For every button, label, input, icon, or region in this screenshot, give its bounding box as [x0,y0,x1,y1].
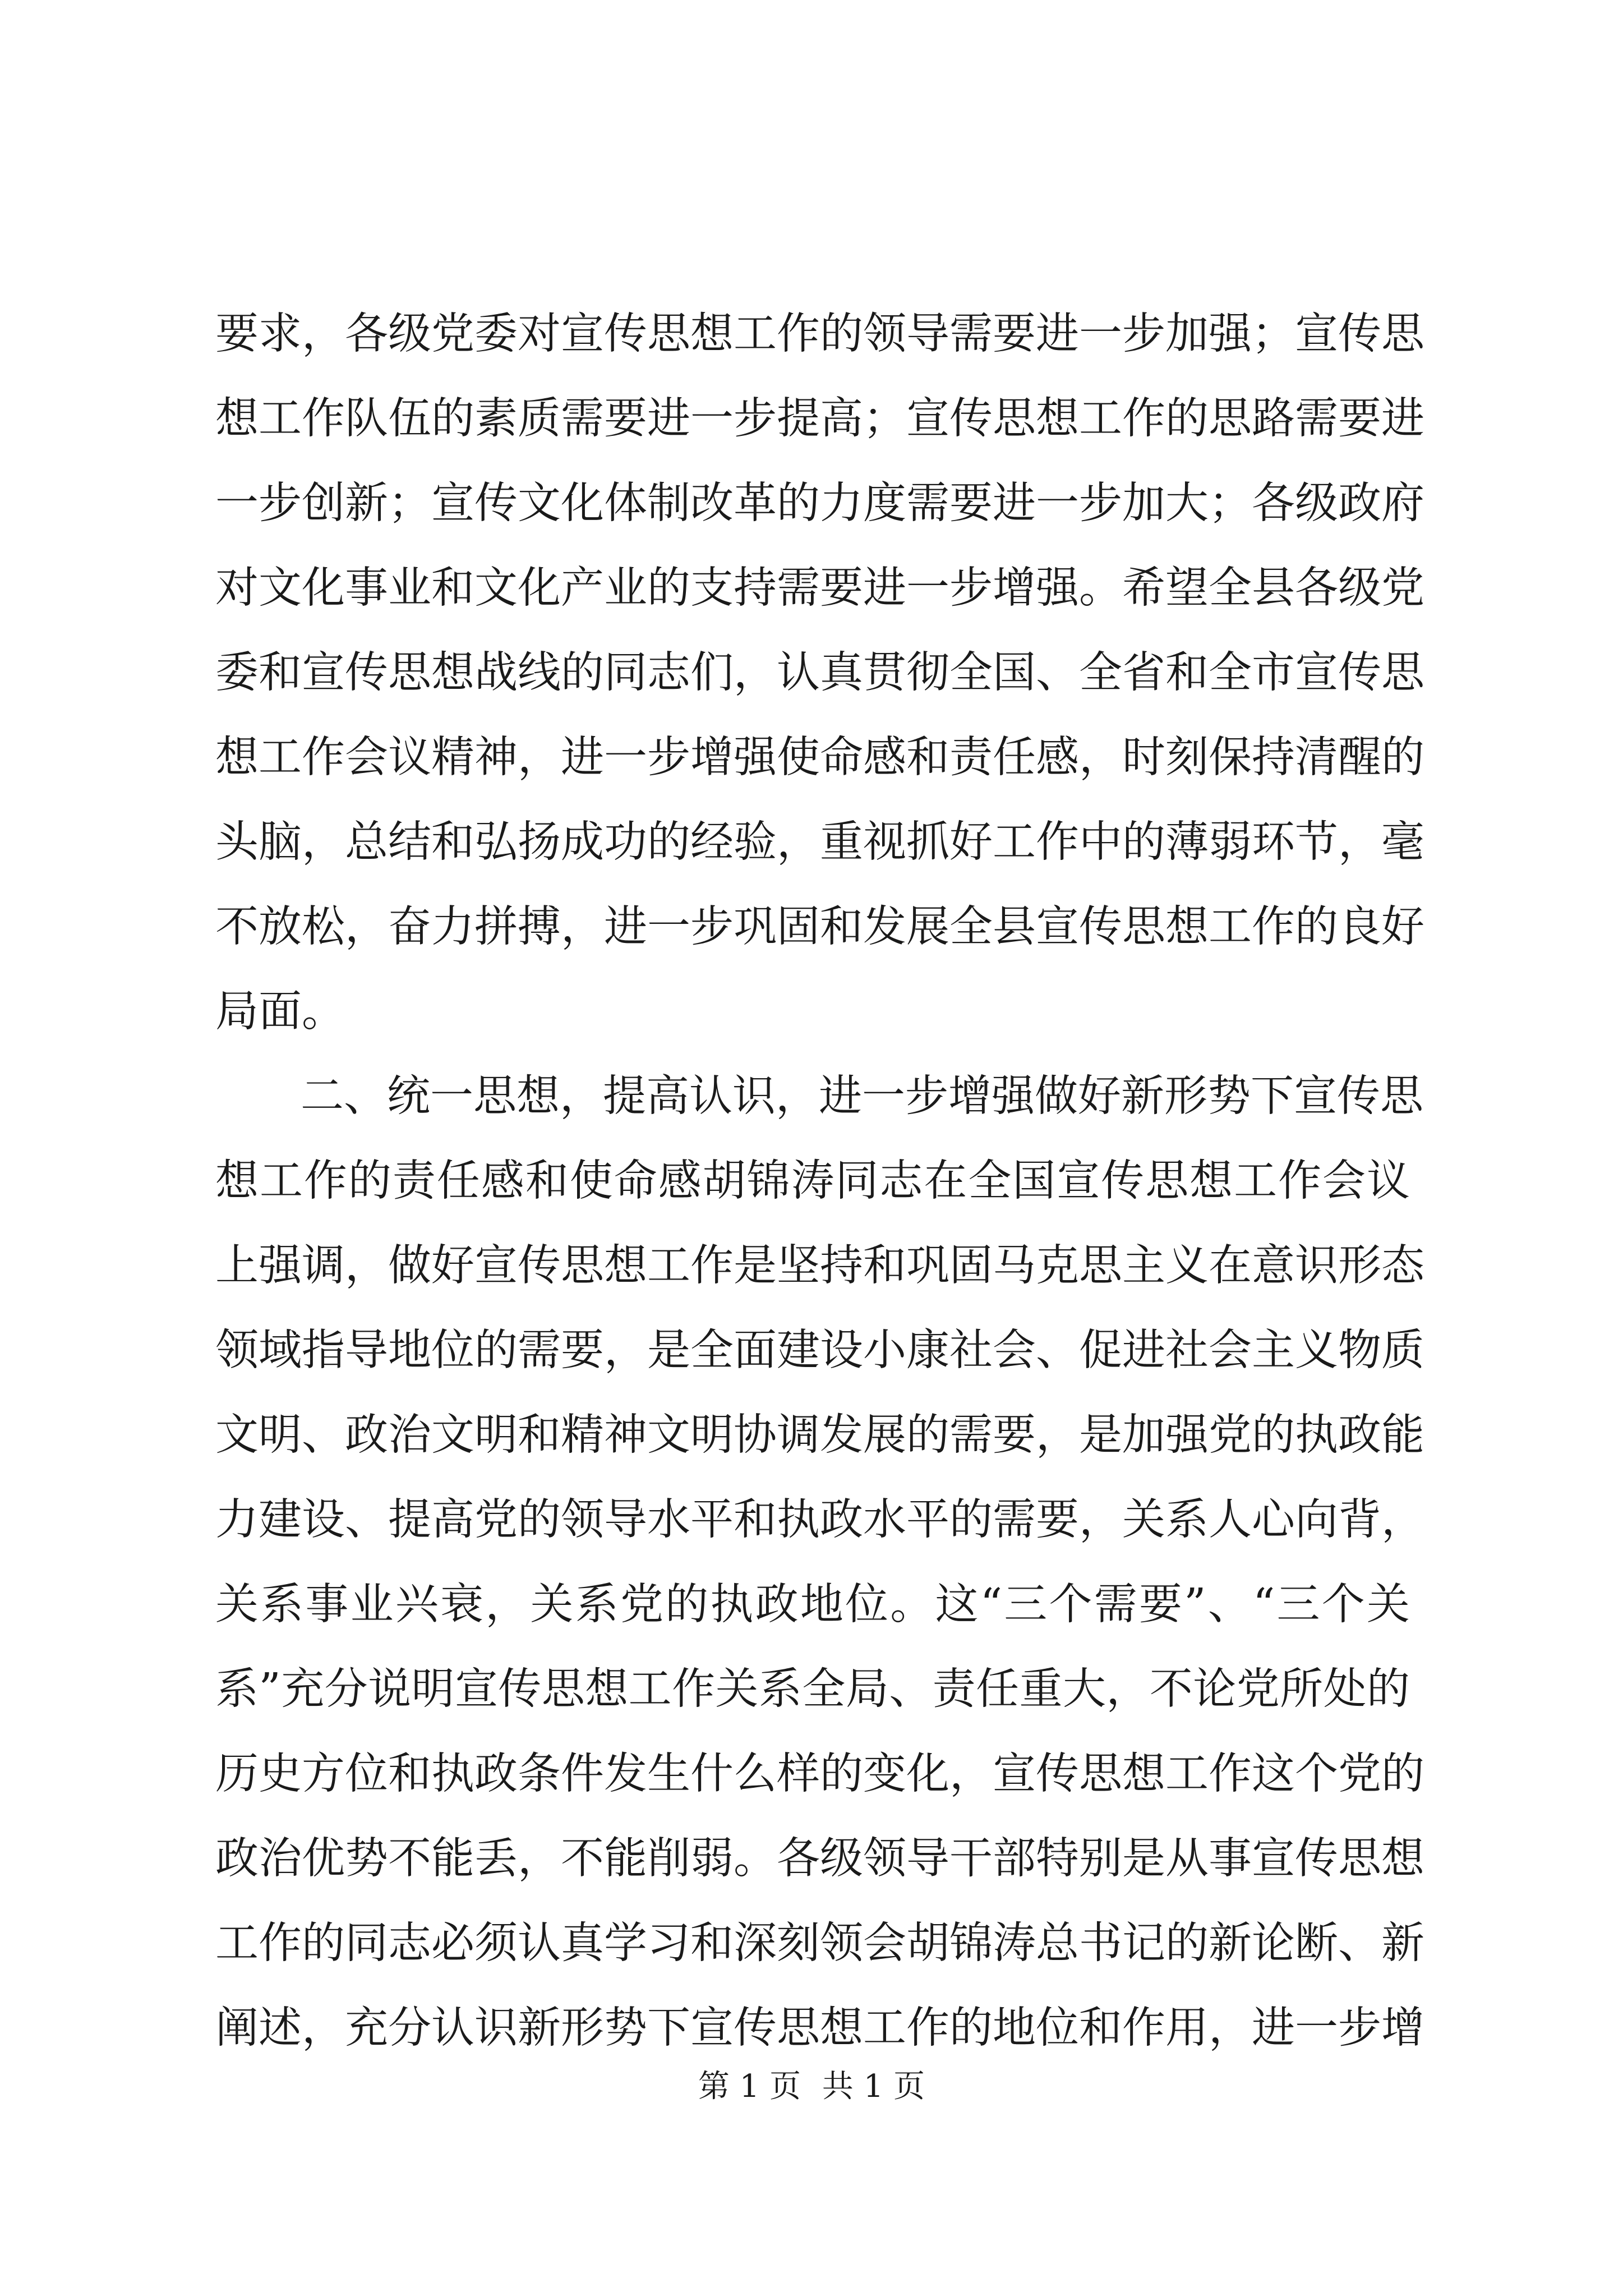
text-line: 头脑，总结和弘扬成功的经验，重视抓好工作中的薄弱环节，毫 [215,817,1424,867]
text-line: 阐述，充分认识新形势下宣传思想工作的地位和作用，进一步增 [215,2003,1424,2053]
text-line: 不放松，奋力拼搏，进一步巩固和发展全县宣传思想工作的良好 [215,902,1424,952]
page-footer [0,2064,1623,2109]
text-line: 想工作的责任感和使命感胡锦涛同志在全国宣传思想工作会议 [215,1156,1410,1206]
text-line: 关系事业兴衰，关系党的执政地位。这“三个需要”、“三个关 [215,1580,1410,1630]
text-line: 想工作队伍的素质需要进一步提高；宣传思想工作的思路需要进 [215,394,1424,444]
text-line: 政治优势不能丢，不能削弱。各级领导干部特别是从事宣传思想 [215,1834,1424,1884]
text-line: 领域指导地位的需要，是全面建设小康社会、促进社会主义物质 [215,1326,1424,1375]
page-total: 共 1 页 [822,2068,925,2105]
text-line: 力建设、提高党的领导水平和执政水平的需要，关系人心向背， [215,1495,1424,1545]
text-line: 历史方位和执政条件发生什么样的变化，宣传思想工作这个党的 [215,1749,1424,1799]
text-line: 系”充分说明宣传思想工作关系全局、责任重大，不论党所处的 [215,1664,1410,1714]
text-line: 要求，各级党委对宣传思想工作的领导需要进一步加强；宣传思 [215,309,1424,359]
text-line: 想工作会议精神，进一步增强使命感和责任感，时刻保持清醒的 [215,733,1424,783]
text-line: 工作的同志必须认真学习和深刻领会胡锦涛总书记的新论断、新 [215,1918,1424,1968]
text-line: 一步创新；宣传文化体制改革的力度需要进一步加大；各级政府 [215,478,1424,528]
page-number: 第 1 页 [698,2068,801,2105]
document-body [215,292,1424,2070]
text-line: 委和宣传思想战线的同志们，认真贯彻全国、全省和全市宣传思 [215,648,1424,698]
section-heading-line: 二、统一思想，提高认识，进一步增强做好新形势下宣传思 [301,1071,1423,1121]
text-line: 对文化事业和文化产业的支持需要进一步增强。希望全县各级党 [215,563,1424,613]
text-line: 局面。 [215,987,345,1037]
text-line: 文明、政治文明和精神文明协调发展的需要，是加强党的执政能 [215,1410,1424,1460]
text-line: 上强调，做好宣传思想工作是坚持和巩固马克思主义在意识形态 [215,1241,1424,1291]
